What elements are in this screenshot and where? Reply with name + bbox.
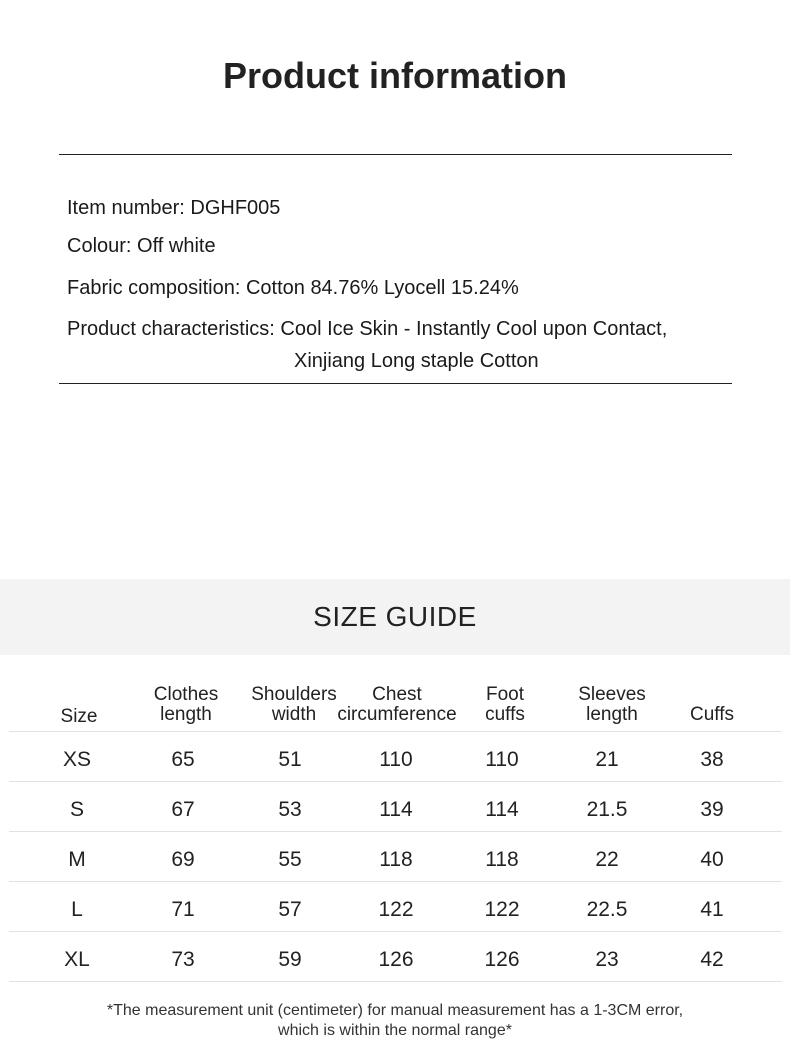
header-size-label: Size — [60, 706, 98, 727]
cell-chest-circumference: 126 — [378, 948, 414, 971]
product-information-title: Product information — [223, 55, 567, 96]
cell-foot-cuffs: 110 — [485, 748, 519, 771]
cell-cuffs: 38 — [700, 748, 724, 771]
row-divider — [9, 731, 782, 732]
size-guide-title: SIZE GUIDE — [313, 601, 477, 632]
cell-clothes-length: 73 — [171, 948, 195, 971]
cell-shoulders-width: 53 — [278, 798, 302, 821]
header-cuffs-label: Cuffs — [689, 704, 735, 725]
product-characteristics: Product characteristics: Cool Ice Skin - Instantly Cool upon Contact, — [67, 318, 668, 340]
header-chest-circumference-line1: Chest — [372, 684, 422, 705]
header-sleeves-length — [578, 685, 646, 725]
cell-clothes-length: 67 — [171, 798, 195, 821]
item-number: Item number: DGHF005 — [67, 197, 281, 219]
header-clothes-length-line2: length — [160, 704, 212, 725]
cell-size: XS — [62, 748, 91, 771]
cell-foot-cuffs: 114 — [485, 798, 519, 821]
measurement-note — [0, 1001, 790, 1041]
cell-sleeves-length: 22.5 — [586, 898, 628, 921]
cell-clothes-length: 65 — [171, 748, 195, 771]
header-foot-cuffs-line1: Foot — [485, 684, 525, 705]
cell-chest-circumference: 114 — [379, 798, 413, 821]
cell-size: M — [68, 848, 86, 871]
cell-cuffs: 41 — [700, 898, 724, 921]
header-foot-cuffs — [485, 685, 525, 725]
header-shoulders-width-line2: width — [271, 704, 317, 725]
cell-size: XL — [64, 948, 90, 971]
header-chest-circumference — [337, 685, 456, 725]
cell-shoulders-width: 59 — [278, 948, 302, 971]
header-chest-circumference-line2: circumference — [337, 704, 457, 725]
size-guide-banner — [0, 579, 790, 655]
colour: Colour: Off white — [67, 235, 216, 257]
header-clothes-length-line1: Clothes — [153, 684, 219, 705]
cell-chest-circumference: 110 — [379, 748, 413, 771]
row-divider — [9, 831, 782, 832]
header-sleeves-length-line2: length — [586, 704, 638, 725]
row-divider — [9, 931, 782, 932]
header-shoulders-width-line1: Shoulders — [251, 684, 337, 705]
cell-shoulders-width: 55 — [278, 848, 302, 871]
header-cuffs — [690, 705, 734, 725]
cell-shoulders-width: 57 — [278, 898, 302, 921]
cell-sleeves-length: 23 — [595, 948, 619, 971]
cell-sleeves-length: 21 — [595, 748, 619, 771]
cell-sleeves-length: 21.5 — [586, 798, 628, 821]
cell-clothes-length: 69 — [171, 848, 195, 871]
row-divider — [9, 881, 782, 882]
bottom-divider — [59, 383, 732, 384]
row-divider — [9, 981, 782, 982]
cell-foot-cuffs: 122 — [484, 898, 520, 921]
header-clothes-length — [154, 685, 218, 725]
measurement-note-line1: *The measurement unit (centimeter) for manual measurement has a 1-3CM error, — [106, 1002, 684, 1019]
top-divider — [59, 154, 732, 155]
product-characteristics-continued: Xinjiang Long staple Cotton — [294, 350, 539, 372]
fabric-composition: Fabric composition: Cotton 84.76% Lyocell 15.24% — [67, 277, 519, 299]
cell-cuffs: 40 — [700, 848, 724, 871]
header-sleeves-length-line1: Sleeves — [578, 684, 646, 705]
cell-chest-circumference: 122 — [378, 898, 414, 921]
cell-cuffs: 42 — [700, 948, 724, 971]
cell-size: S — [69, 798, 84, 821]
row-divider — [9, 781, 782, 782]
cell-clothes-length: 71 — [171, 898, 195, 921]
cell-foot-cuffs: 118 — [485, 848, 519, 871]
measurement-note-line2: which is within the normal range* — [278, 1022, 512, 1039]
header-size — [61, 707, 98, 727]
cell-foot-cuffs: 126 — [484, 948, 520, 971]
header-foot-cuffs-line2: cuffs — [485, 704, 525, 725]
cell-sleeves-length: 22 — [595, 848, 619, 871]
header-shoulders-width — [251, 685, 337, 725]
cell-size: L — [71, 898, 83, 921]
cell-shoulders-width: 51 — [278, 748, 302, 771]
cell-chest-circumference: 118 — [379, 848, 413, 871]
cell-cuffs: 39 — [700, 798, 724, 821]
